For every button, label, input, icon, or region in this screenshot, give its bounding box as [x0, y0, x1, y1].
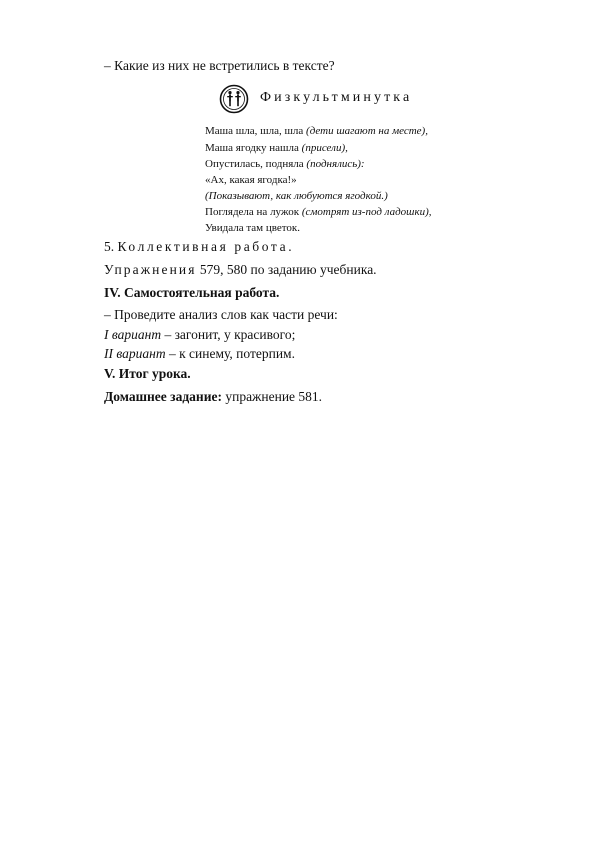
section-iv-heading: IV. Самостоятельная работа.: [104, 285, 280, 300]
poem-note: (присели),: [301, 142, 348, 154]
poem-text: Увидала там цветок.: [205, 222, 301, 234]
section-number: 5.: [104, 239, 118, 254]
poem-text: Маша ягодку нашла: [205, 142, 302, 154]
variant-text: – к синему, потерпим.: [165, 346, 295, 361]
poem-text: «Ах, какая ягодка!»: [205, 174, 297, 186]
collective-work-heading: [104, 239, 294, 255]
fizminutka-title: Физкультминутка: [260, 90, 413, 105]
variant-1-line: [104, 327, 295, 343]
poem-line: [205, 174, 297, 186]
exercise-line: [104, 262, 377, 278]
poem-note: (дети шагают на месте),: [306, 125, 428, 137]
poem-note: (Показывают, как любуются ягодкой.): [205, 190, 388, 202]
homework-text: упражнение 581.: [221, 389, 323, 404]
analysis-instruction: – Проведите анализ слов как части речи:: [104, 307, 338, 322]
question-line: – Какие из них не встретились в тексте?: [104, 58, 335, 73]
poem-note: (смотрят из-под ладошки),: [301, 206, 432, 218]
variant-2-line: [104, 346, 295, 362]
collective-title: Коллективная работа.: [117, 239, 295, 254]
exercise-text: 579, 580 по заданию учебника.: [196, 262, 377, 277]
variant-text: – загонит, у красивого;: [161, 327, 296, 342]
poem-line: [205, 206, 432, 218]
section-v-heading: V. Итог урока.: [104, 366, 191, 381]
variant-label: I вариант: [104, 327, 162, 342]
homework-line: [104, 389, 322, 405]
two-figures-circle-icon: [219, 84, 249, 114]
variant-label: II вариант: [104, 346, 166, 361]
homework-label: Домашнее задание:: [104, 389, 222, 404]
poem-line: [205, 142, 348, 154]
poem-note: (поднялись):: [306, 158, 365, 170]
poem-line: [205, 158, 365, 170]
poem-line: [205, 190, 388, 202]
exercise-label: Упражнения: [104, 262, 197, 277]
poem-line: [205, 222, 300, 234]
poem-text: Маша шла, шла, шла: [205, 125, 307, 137]
poem-text: Опустилась, подняла: [205, 158, 307, 170]
poem-line: [205, 125, 428, 137]
poem-text: Поглядела на лужок: [205, 206, 302, 218]
